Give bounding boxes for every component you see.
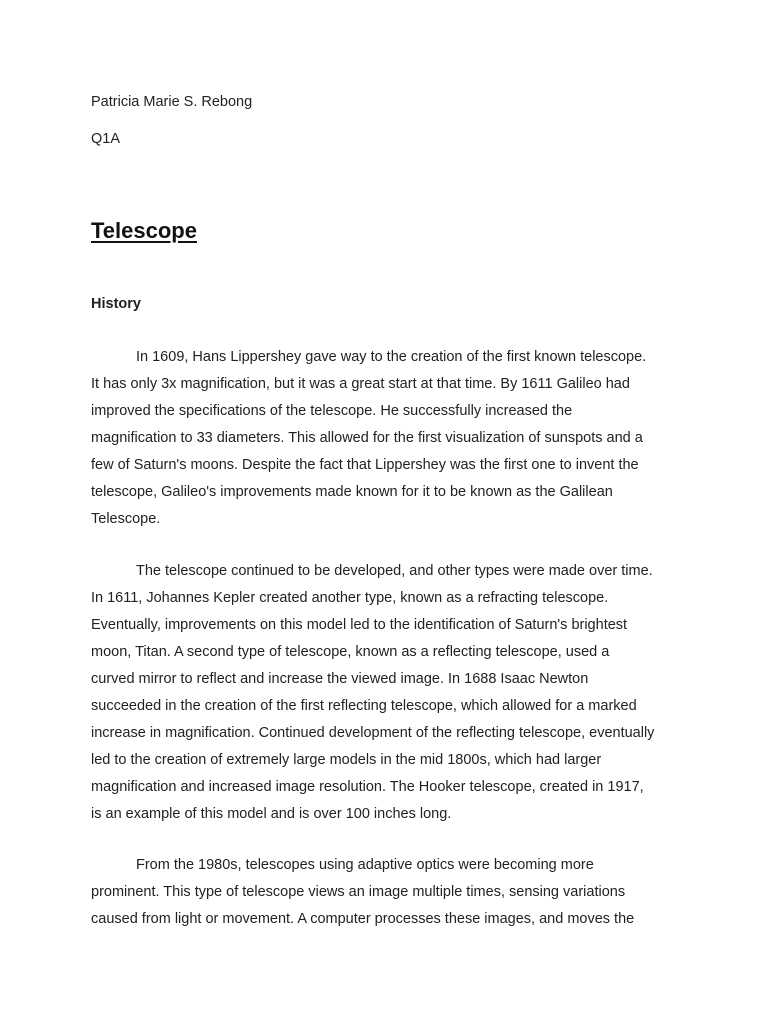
paragraph-line: prominent. This type of telescope views an image multiple times, sensing variations <box>91 884 626 900</box>
document-title: Telescope <box>91 218 197 243</box>
paragraph-line: improved the specifications of the telescope. He successfully increased the <box>91 403 573 419</box>
paragraph-line: led to the creation of extremely large models in the mid 1800s, which had larger <box>91 752 602 768</box>
paragraph-line: In 1609, Hans Lippershey gave way to the creation of the first known telescope. <box>136 349 647 365</box>
paragraph-line: increase in magnification. Continued development of the reflecting telescope, eventually <box>91 725 655 741</box>
paragraph-line: telescope, Galileo's improvements made known for it to be known as the Galilean <box>91 484 613 500</box>
paragraph-line: magnification and increased image resolution. The Hooker telescope, created in 1917, <box>91 779 644 795</box>
paragraph-line: succeeded in the creation of the first reflecting telescope, which allowed for a marked <box>91 698 637 714</box>
paragraph-line: caused from light or movement. A computer processes these images, and moves the <box>91 911 635 927</box>
paragraph-1 <box>91 344 691 533</box>
class-section: Q1A <box>91 131 121 147</box>
paragraph-line: The telescope continued to be developed, and other types were made over time. <box>136 563 653 579</box>
paragraph-line: Telescope. <box>91 511 161 527</box>
paragraph-line: is an example of this model and is over 100 inches long. <box>91 806 452 822</box>
paragraph-3 <box>91 852 691 933</box>
paragraph-2 <box>91 558 691 828</box>
paragraph-line: In 1611, Johannes Kepler created another type, known as a refracting telescope. <box>91 590 609 606</box>
section-heading-history: History <box>91 296 141 312</box>
paragraph-line: magnification to 33 diameters. This allowed for the first visualization of sunspots and a <box>91 430 643 446</box>
paragraph-line: curved mirror to reflect and increase the viewed image. In 1688 Isaac Newton <box>91 671 589 687</box>
paragraph-line: Eventually, improvements on this model led to the identification of Saturn's brightest <box>91 617 628 633</box>
paragraph-line: few of Saturn's moons. Despite the fact that Lippershey was the first one to invent the <box>91 457 639 473</box>
paragraph-line: It has only 3x magnification, but it was a great start at that time. By 1611 Galileo had <box>91 376 630 392</box>
author-name: Patricia Marie S. Rebong <box>91 94 253 110</box>
paragraph-line: moon, Titan. A second type of telescope, known as a reflecting telescope, used a <box>91 644 610 660</box>
paragraph-line: From the 1980s, telescopes using adaptive optics were becoming more <box>136 857 594 873</box>
